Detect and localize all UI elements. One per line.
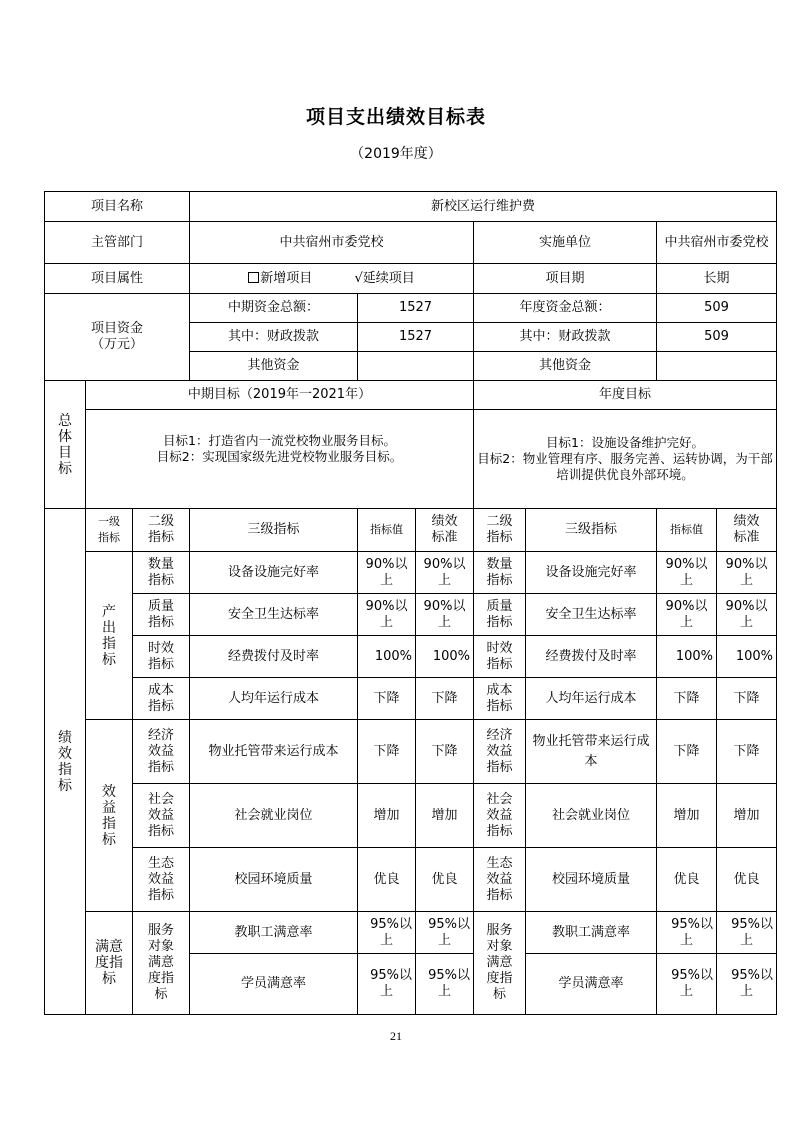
value-line: 95%以 [370, 916, 412, 932]
l3-cell-b: 经费拨付及时率 [526, 636, 657, 678]
mid-total-label: 中期资金总额： [190, 294, 358, 323]
l2-line: 指标 [147, 614, 174, 630]
page-subtitle: （2019年度） [350, 146, 442, 162]
header-l1 [86, 509, 133, 552]
l2b-line: 成本 [486, 682, 513, 698]
l2-cell [133, 784, 190, 848]
std-cell [416, 912, 474, 954]
l2-satisfaction-cell [133, 912, 190, 1015]
l2b-line: 指标 [486, 698, 513, 714]
mid-goal-header: 中期目标（2019年一2021年） [86, 381, 474, 410]
checkbox-empty-icon [248, 272, 259, 283]
goals-side-char: 体 [58, 428, 72, 445]
value-cell: 优良 [358, 848, 416, 912]
perf-side-label [45, 509, 86, 1015]
std-line: 95%以 [428, 916, 470, 932]
category-benefit [86, 720, 133, 912]
impl-label: 实施单位 [474, 222, 657, 264]
l2-line: 数量 [147, 556, 174, 572]
mid-goal-content [86, 410, 474, 509]
l3-cell-b: 教职工满意率 [526, 912, 657, 954]
value-cell: 100% [358, 636, 416, 678]
l2-line: 服务 [147, 923, 174, 938]
stdb-line: 90%以 [725, 598, 768, 614]
funds-label-line2: （万元） [90, 337, 143, 352]
header-l2b-line: 指标 [486, 530, 513, 545]
l2-cell-b [474, 678, 526, 720]
year-goal-content [474, 410, 777, 509]
year-total-value: 509 [657, 294, 777, 323]
stdb-line: 95%以 [731, 968, 773, 983]
mid-total-value: 1527 [358, 294, 474, 323]
l3-cell: 学员满意率 [190, 954, 358, 1015]
value-cell [358, 552, 416, 594]
stdb-line: 上 [739, 984, 753, 999]
mid-other-value [358, 352, 474, 381]
attr-options [190, 264, 474, 294]
l3-cell: 人均年运行成本 [190, 678, 358, 720]
header-value: 指标值 [358, 509, 416, 552]
std-cell: 增加 [416, 784, 474, 848]
l2b-line: 指标 [486, 759, 513, 775]
l2-cell [133, 552, 190, 594]
l2b-line: 效益 [486, 807, 513, 823]
value-cell [358, 594, 416, 636]
value-cell: 下降 [358, 678, 416, 720]
header-l1-line: 指标 [98, 531, 120, 544]
l2-line: 经济 [147, 727, 174, 743]
std-cell: 下降 [416, 720, 474, 784]
header-value-b: 指标值 [657, 509, 717, 552]
l3-cell: 教职工满意率 [190, 912, 358, 954]
category-satisfaction-line: 满意 [95, 939, 123, 955]
dept-value: 中共宿州市委党校 [190, 222, 474, 264]
l2-cell [133, 678, 190, 720]
valueb-line: 上 [679, 984, 693, 999]
category-output-char: 出 [102, 619, 116, 636]
l2b-line: 经济 [486, 727, 513, 743]
year-other-value [657, 352, 777, 381]
l2-line: 指标 [147, 823, 174, 839]
goals-side-char: 总 [58, 412, 72, 429]
category-satisfaction-line: 度指 [95, 955, 123, 971]
attr-new: 新增项目 [260, 270, 313, 286]
header-l2-line: 二级 [147, 514, 174, 529]
l3-cell-b: 学员满意率 [526, 954, 657, 1015]
l2-line: 度指 [147, 971, 174, 986]
value-cell-b [657, 552, 717, 594]
std-line: 90%以 [423, 598, 466, 614]
l2b-line: 时效 [486, 640, 513, 656]
l2b-line: 指标 [486, 614, 513, 630]
header-std-b [717, 509, 777, 552]
header-std [416, 509, 474, 552]
l3-cell: 社会就业岗位 [190, 784, 358, 848]
l3-cell-b: 安全卫生达标率 [526, 594, 657, 636]
category-benefit-char: 效 [102, 783, 116, 800]
std-cell-b: 优良 [717, 848, 777, 912]
l3-cell: 物业托管带来运行成本 [190, 720, 358, 784]
project-name-value: 新校区运行维护费 [190, 192, 777, 222]
value-cell-b: 增加 [657, 784, 717, 848]
value-cell: 增加 [358, 784, 416, 848]
category-output [86, 552, 133, 720]
std-cell-b: 增加 [717, 784, 777, 848]
l2-line: 指标 [147, 759, 174, 775]
perf-side-char: 指 [58, 761, 72, 778]
category-benefit-char: 指 [102, 815, 116, 832]
value-cell-b: 100% [657, 636, 717, 678]
std-cell-b [717, 552, 777, 594]
valueb-line: 95%以 [671, 916, 713, 932]
mid-other-label: 其他资金 [190, 352, 358, 381]
std-line: 上 [437, 614, 451, 630]
l3-cell-b: 人均年运行成本 [526, 678, 657, 720]
value-cell-b: 下降 [657, 720, 717, 784]
l3-cell-b: 社会就业岗位 [526, 784, 657, 848]
std-cell-b [717, 594, 777, 636]
std-line: 90%以 [423, 556, 466, 572]
l2-line: 质量 [147, 598, 174, 614]
year-total-label: 年度资金总额： [474, 294, 657, 323]
header-l1-line: 一级 [98, 515, 120, 528]
l2-line: 社会 [147, 791, 174, 807]
std-line: 上 [437, 984, 451, 999]
value-line: 95%以 [370, 968, 412, 983]
valueb-line: 上 [679, 932, 693, 948]
value-line: 上 [379, 984, 393, 999]
l2-cell [133, 594, 190, 636]
std-line: 95%以 [428, 968, 470, 983]
header-l2-line: 指标 [147, 530, 174, 545]
l2-satisfaction-cell-b [474, 912, 526, 1015]
page-number: 21 [390, 1029, 402, 1043]
value-line: 上 [379, 932, 393, 948]
l2-line: 生态 [147, 855, 174, 871]
l3-cell-b: 设备设施完好率 [526, 552, 657, 594]
l2b-line: 对象 [486, 939, 513, 954]
l2b-line: 效益 [486, 871, 513, 887]
performance-table [44, 191, 777, 1015]
l2b-line: 指标 [486, 656, 513, 672]
category-output-char: 标 [102, 651, 116, 668]
l2b-line: 指标 [486, 823, 513, 839]
l2-line: 标 [154, 987, 168, 1002]
l2-line: 成本 [147, 682, 174, 698]
l2b-line: 度指 [486, 971, 513, 986]
std-cell: 优良 [416, 848, 474, 912]
header-stdb-line: 标准 [733, 530, 760, 545]
perf-side-char: 标 [58, 777, 72, 794]
stdb-line: 上 [739, 932, 753, 948]
value-line: 上 [379, 572, 393, 588]
header-l3-b: 三级指标 [526, 509, 657, 552]
value-line: 90%以 [365, 598, 408, 614]
year-other-label: 其他资金 [474, 352, 657, 381]
header-l3: 三级指标 [190, 509, 358, 552]
std-cell [416, 594, 474, 636]
l2b-line: 标 [492, 987, 506, 1002]
header-std-line: 绩效 [431, 514, 458, 529]
period-value: 长期 [657, 264, 777, 294]
value-cell [358, 912, 416, 954]
l2-line: 对象 [147, 939, 174, 954]
value-cell-b [657, 594, 717, 636]
l2-line: 满意 [147, 955, 174, 970]
stdb-line: 95%以 [731, 916, 773, 932]
std-cell-b: 下降 [717, 678, 777, 720]
l2-line: 指标 [147, 572, 174, 588]
valueb-line: 上 [679, 572, 693, 588]
std-line: 上 [437, 572, 451, 588]
l2b-line: 数量 [486, 556, 513, 572]
std-cell-b: 100% [717, 636, 777, 678]
header-l2-b [474, 509, 526, 552]
category-output-char: 指 [102, 635, 116, 652]
l2b-line: 质量 [486, 598, 513, 614]
l2-cell-b [474, 848, 526, 912]
perf-side-char: 绩 [58, 729, 72, 746]
valueb-line: 上 [679, 614, 693, 630]
l2-cell [133, 636, 190, 678]
project-name-label: 项目名称 [45, 192, 190, 222]
value-cell: 下降 [358, 720, 416, 784]
value-cell-b: 优良 [657, 848, 717, 912]
l2-cell-b [474, 594, 526, 636]
l2-line: 指标 [147, 698, 174, 714]
l2b-line: 服务 [486, 923, 513, 938]
goals-side-char: 目 [58, 444, 72, 461]
l2-line: 指标 [147, 887, 174, 903]
category-benefit-char: 标 [102, 831, 116, 848]
year-fiscal-label: 其中：财政拨款 [474, 323, 657, 352]
l3-cell: 校园环境质量 [190, 848, 358, 912]
attr-cont: √延续项目 [354, 270, 415, 286]
goals-side-char: 标 [58, 460, 72, 477]
stdb-line: 上 [739, 614, 753, 630]
std-cell [416, 552, 474, 594]
std-cell-b [717, 912, 777, 954]
category-output-char: 产 [102, 603, 116, 620]
l2b-line: 指标 [486, 887, 513, 903]
valueb-line: 95%以 [671, 968, 713, 983]
l3-cell: 安全卫生达标率 [190, 594, 358, 636]
std-cell: 100% [416, 636, 474, 678]
period-label: 项目期 [474, 264, 657, 294]
l3-cell-b: 物业托管带来运行成本 [526, 720, 657, 784]
std-cell-b [717, 954, 777, 1015]
l2-line: 效益 [147, 807, 174, 823]
attr-label: 项目属性 [45, 264, 190, 294]
mid-goal-line: 目标1：打造省内一流党校物业服务目标。 [163, 433, 396, 448]
funds-label-line1: 项目资金 [90, 321, 143, 336]
l2-cell [133, 848, 190, 912]
l2-cell [133, 720, 190, 784]
perf-side-char: 效 [58, 745, 72, 762]
l2-cell-b [474, 636, 526, 678]
valueb-line: 90%以 [665, 598, 708, 614]
std-cell: 下降 [416, 678, 474, 720]
l2-line: 效益 [147, 871, 174, 887]
header-stdb-line: 绩效 [733, 514, 760, 529]
stdb-line: 上 [739, 572, 753, 588]
impl-value: 中共宿州市委党校 [657, 222, 777, 264]
year-goal-header: 年度目标 [474, 381, 777, 410]
stdb-line: 90%以 [725, 556, 768, 572]
l2-cell-b [474, 784, 526, 848]
mid-goal-line: 目标2：实现国家级先进党校物业服务目标。 [156, 449, 403, 464]
l2b-line: 效益 [486, 743, 513, 759]
value-cell-b [657, 954, 717, 1015]
l3-cell: 设备设施完好率 [190, 552, 358, 594]
l2-line: 效益 [147, 743, 174, 759]
header-std-line: 标准 [431, 530, 458, 545]
value-cell-b: 下降 [657, 678, 717, 720]
std-cell [416, 954, 474, 1015]
year-goal-line: 目标2：物业管理有序、服务完善、运转协调，为干部培训提供优良外部环境。 [477, 451, 773, 482]
funds-label [45, 294, 190, 381]
l2-line: 指标 [147, 656, 174, 672]
l2b-line: 生态 [486, 855, 513, 871]
l2-cell-b [474, 552, 526, 594]
category-benefit-char: 益 [102, 799, 116, 816]
valueb-line: 90%以 [665, 556, 708, 572]
page-title: 项目支出绩效目标表 [305, 106, 486, 128]
std-cell-b: 下降 [717, 720, 777, 784]
l3-cell: 经费拨付及时率 [190, 636, 358, 678]
value-line: 90%以 [365, 556, 408, 572]
l2-line: 时效 [147, 640, 174, 656]
l2b-line: 社会 [486, 791, 513, 807]
category-satisfaction [86, 912, 133, 1015]
year-fiscal-value: 509 [657, 323, 777, 352]
l2b-line: 满意 [486, 955, 513, 970]
category-satisfaction-line: 标 [102, 971, 116, 987]
std-line: 上 [437, 932, 451, 948]
l3-cell-b: 校园环境质量 [526, 848, 657, 912]
header-l2 [133, 509, 190, 552]
mid-fiscal-label: 其中：财政拨款 [190, 323, 358, 352]
l2b-line: 指标 [486, 572, 513, 588]
year-goal-line: 目标1：设施设备维护完好。 [546, 435, 704, 450]
value-line: 上 [379, 614, 393, 630]
dept-label: 主管部门 [45, 222, 190, 264]
mid-fiscal-value: 1527 [358, 323, 474, 352]
value-cell [358, 954, 416, 1015]
value-cell-b [657, 912, 717, 954]
l2-cell-b [474, 720, 526, 784]
header-l2b-line: 二级 [486, 514, 513, 529]
goals-side-label [45, 381, 86, 509]
